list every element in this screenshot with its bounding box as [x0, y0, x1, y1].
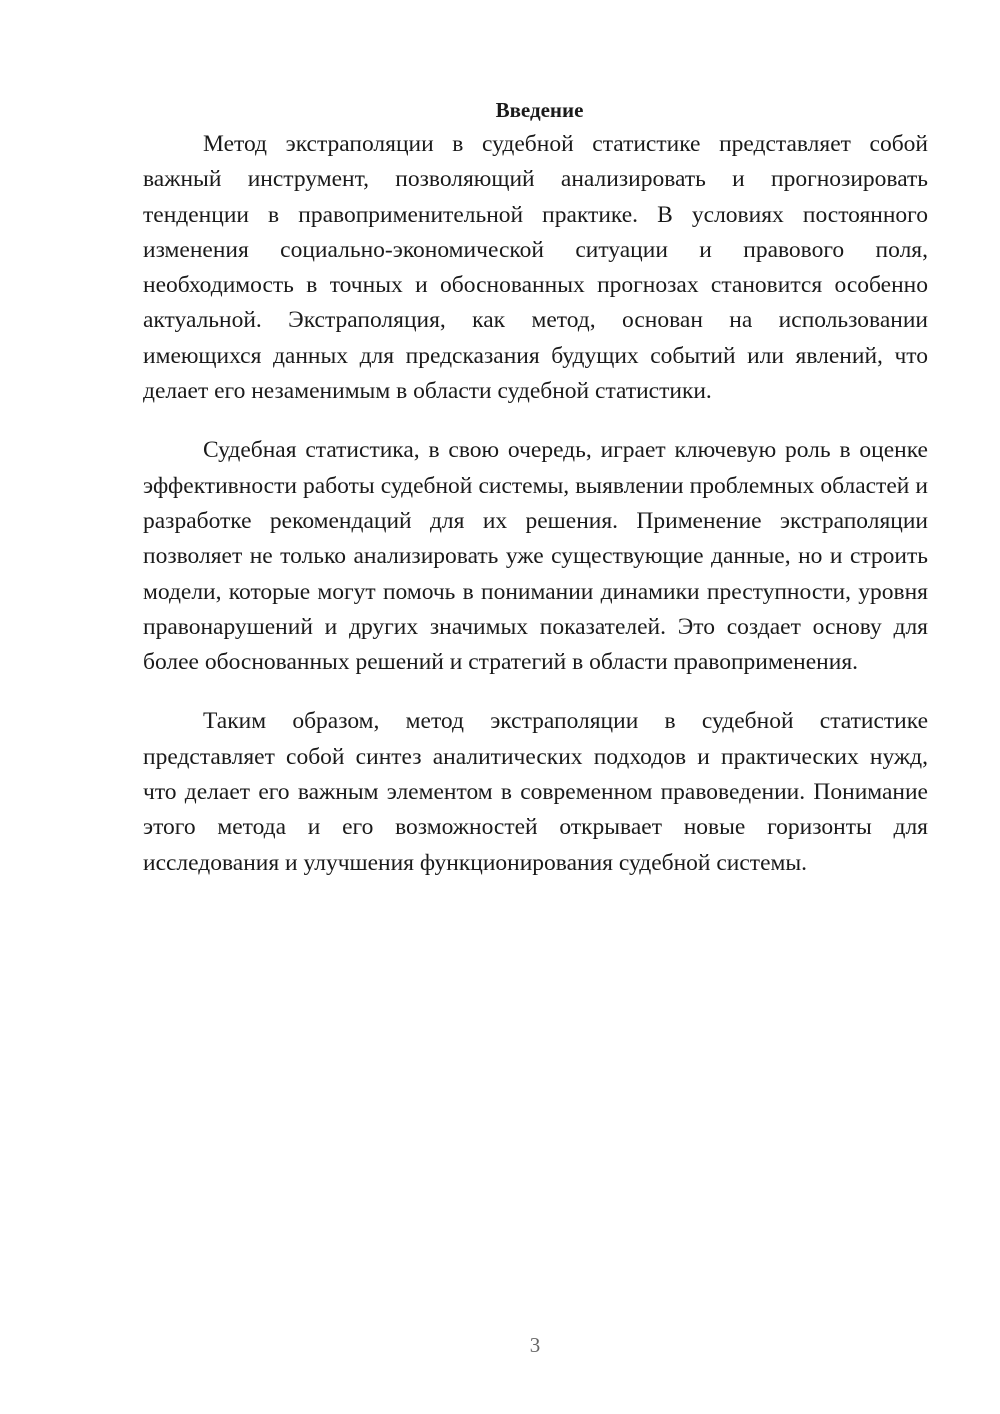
paragraph-intro: Метод экстраполяции в судебной статистике представляет собой важный инструмент, позволяющий анализировать и прогнозировать тенденции в правоприменительной практике. В условиях постоянного изменения социально-экономической ситуации и правового поля, необходимость в точных и обоснованных прогнозах становится особенно актуальной. Экстраполяция, как метод, основан на использовании имеющихся данных для предсказания будущих событий или явлений, что делает его незаменимым в области судебной статистики.: [143, 131, 928, 405]
page-number: 3: [529, 1333, 541, 1357]
document-page: [143, 95, 928, 905]
paragraph-judicial-statistics: Судебная статистика, в свою очередь, играет ключевую роль в оценке эффективности работы судебной системы, выявлении проблемных областей и разработке рекомендаций для их решения. Применение экстраполяции позволяет не только анализировать уже существующие данные, но и строить модели, которые могут помочь в понимании динамики преступности, уровня правонарушений и других значимых показателей. Это создает основу для более обоснованных решений и стратегий в области правоприменения.: [143, 437, 928, 676]
paragraph-conclusion: Таким образом, метод экстраполяции в судебной статистике представляет собой синтез аналитических подходов и практических нужд, что делает его важным элементом в современном правоведении. Понимание этого метода и его возможностей открывает новые горизонты для исследования и улучшения функционирования судебной системы.: [143, 708, 928, 876]
page-title: Введение: [495, 98, 584, 122]
